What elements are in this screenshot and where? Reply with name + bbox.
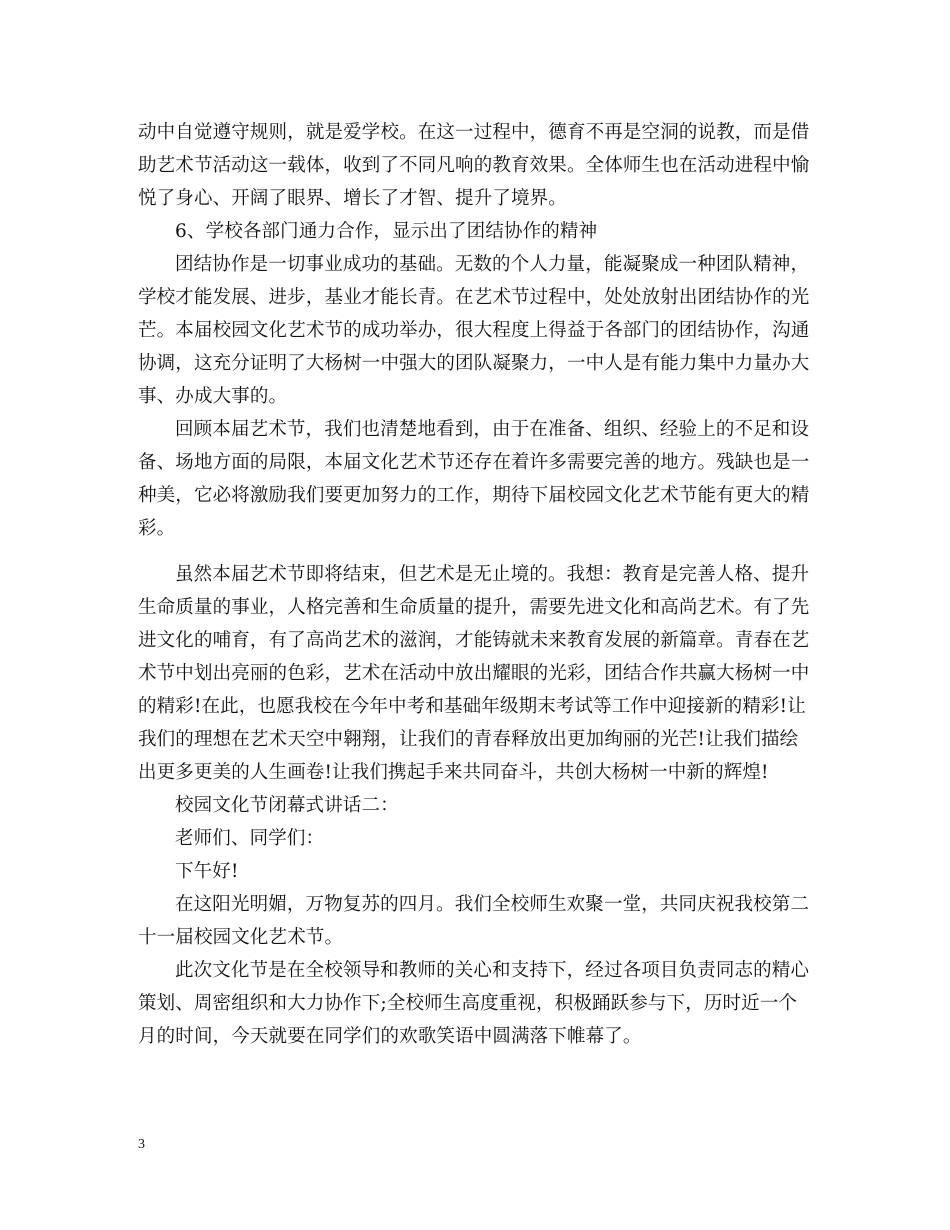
text-line: 进文化的哺育，有了高尚艺术的滋润，才能铸就未来教育发展的新篇章。青春在艺 (138, 630, 810, 651)
text-line: 回顾本届艺术节，我们也清楚地看到，由于在准备、组织、经验上的不足和设 (175, 419, 810, 440)
text-line: 协调，这充分证明了大杨树一中强大的团队凝聚力，一中人是有能力集中力量办大 (138, 353, 810, 374)
text-line: 动中自觉遵守规则，就是爱学校。在这一过程中，德育不再是空洞的说教，而是借 (138, 122, 810, 143)
text-line: 十一届校园文化艺术节。 (138, 927, 344, 948)
text-line: 芒。本届校园文化艺术节的成功举办，很大程度上得益于各部门的团结协作，沟通 (138, 320, 810, 341)
greeting: 下午好! (175, 861, 239, 882)
text-line: 的精彩!在此，也愿我校在今年中考和基础年级期末考试等工作中迎接新的精彩!让 (138, 696, 806, 717)
text-line: 月的时间，今天就要在同学们的欢歌笑语中圆满落下帷幕了。 (138, 1026, 642, 1047)
text-line: 出更多更美的人生画卷!让我们携起手来共同奋斗，共创大杨树一中新的辉煌! (138, 762, 769, 783)
text-line: 备、场地方面的局限，本届文化艺术节还存在着许多需要完善的地方。残缺也是一 (138, 452, 810, 473)
salutation: 老师们、同学们： (175, 828, 325, 849)
document-body (138, 116, 818, 1053)
text-line: 我们的理想在艺术天空中翱翔，让我们的青春释放出更加绚丽的光芒!让我们描绘 (138, 729, 799, 750)
page-number: 3 (138, 1137, 145, 1152)
section-heading: 校园文化节闭幕式讲话二： (175, 795, 399, 816)
text-line: 彩。 (138, 518, 176, 539)
text-line: 团结协作是一切事业成功的基础。无数的个人力量，能凝聚成一种团队精神， (175, 254, 810, 275)
text-line: 悦了身心、开阔了眼界、增长了才智、提升了境界。 (138, 188, 567, 209)
text-line: 种美，它必将激励我们要更加努力的工作，期待下届校园文化艺术节能有更大的精 (138, 485, 810, 506)
text-line: 事、办成大事的。 (138, 386, 288, 407)
text-line: 生命质量的事业，人格完善和生命质量的提升，需要先进文化和高尚艺术。有了先 (138, 597, 810, 618)
text-line: 虽然本届艺术节即将结束，但艺术是无止境的。我想：教育是完善人格、提升 (175, 564, 810, 585)
text-line: 学校才能发展、进步，基业才能长青。在艺术节过程中，处处放射出团结协作的光 (138, 287, 810, 308)
text-line: 术节中划出亮丽的色彩，艺术在活动中放出耀眼的光彩，团结合作共赢大杨树一中 (138, 663, 810, 684)
text-line: 此次文化节是在全校领导和教师的关心和支持下，经过各项目负责同志的精心 (175, 960, 810, 981)
paragraph-gap (138, 545, 818, 558)
text-line: 在这阳光明媚，万物复苏的四月。我们全校师生欢聚一堂，共同庆祝我校第二 (175, 894, 810, 915)
text-line: 策划、周密组织和大力协作下;全校师生高度重视，积极踊跃参与下，历时近一个 (138, 993, 798, 1014)
section-heading: 6、学校各部门通力合作，显示出了团结协作的精神 (175, 221, 598, 242)
text-line: 助艺术节活动这一载体，收到了不同凡响的教育效果。全体师生也在活动进程中愉 (138, 155, 810, 176)
